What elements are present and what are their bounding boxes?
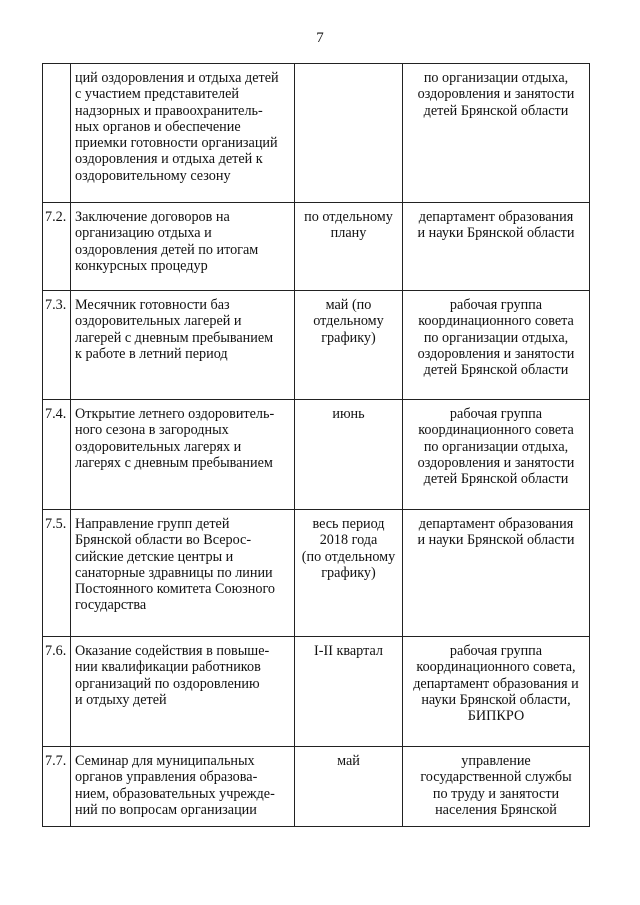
event-description: Заключение договоров на организацию отдыха и оздоровления детей по итогам конкурсных процедур <box>71 203 295 291</box>
event-responsible: рабочая группа координационного совета по организации отдыха, оздоровления и занятости детей Брянской области <box>403 291 590 400</box>
event-description: Месячник готовности баз оздоровительных лагерей и лагерей с дневным пребыванием к работе в летний период <box>71 291 295 400</box>
row-number: 7.4. <box>43 400 71 510</box>
table-row <box>43 64 590 203</box>
page-number: 7 <box>316 30 324 46</box>
row-number: 7.3. <box>43 291 71 400</box>
event-description: Направление групп детей Брянской области во Всерос- сийские детские центры и санаторные здравницы по линии Постоянного комитета Союзного государства <box>71 510 295 637</box>
row-number: 7.7. <box>43 747 71 827</box>
event-timing: май (по отдельному графику) <box>295 291 403 400</box>
event-timing <box>295 64 403 203</box>
row-number: 7.6. <box>43 637 71 747</box>
row-number: 7.5. <box>43 510 71 637</box>
table-row <box>43 203 590 291</box>
event-description: Семинар для муниципальных органов управления образова- нием, образовательных учрежде- ний по вопросам организации <box>71 747 295 827</box>
event-description: ций оздоровления и отдыха детей с участием представителей надзорных и правоохранитель- ных органов и обеспечение приемки готовности организаций оздоровления и отдыха детей к оздоровительному сезону <box>71 64 295 203</box>
event-timing: весь период 2018 года (по отдельному графику) <box>295 510 403 637</box>
event-responsible: по организации отдыха, оздоровления и занятости детей Брянской области <box>403 64 590 203</box>
table-row <box>43 637 590 747</box>
row-number: 7.2. <box>43 203 71 291</box>
table-row <box>43 747 590 827</box>
plan-table <box>42 63 590 827</box>
event-timing: по отдельному плану <box>295 203 403 291</box>
event-timing: май <box>295 747 403 827</box>
event-description: Открытие летнего оздоровитель- ного сезона в загородных оздоровительных лагерях и лагерях с дневным пребыванием <box>71 400 295 510</box>
table-row <box>43 510 590 637</box>
row-number <box>43 64 71 203</box>
event-timing: I-II квартал <box>295 637 403 747</box>
event-responsible: управление государственной службы по труду и занятости населения Брянской <box>403 747 590 827</box>
event-description: Оказание содействия в повыше- нии квалификации работников организаций по оздоровлению и отдыху детей <box>71 637 295 747</box>
event-responsible: рабочая группа координационного совета, департамент образования и науки Брянской области, БИПКРО <box>403 637 590 747</box>
event-responsible: департамент образования и науки Брянской области <box>403 203 590 291</box>
table-row <box>43 400 590 510</box>
event-responsible: рабочая группа координационного совета по организации отдыха, оздоровления и занятости детей Брянской области <box>403 400 590 510</box>
event-responsible: департамент образования и науки Брянской области <box>403 510 590 637</box>
table-row <box>43 291 590 400</box>
event-timing: июнь <box>295 400 403 510</box>
